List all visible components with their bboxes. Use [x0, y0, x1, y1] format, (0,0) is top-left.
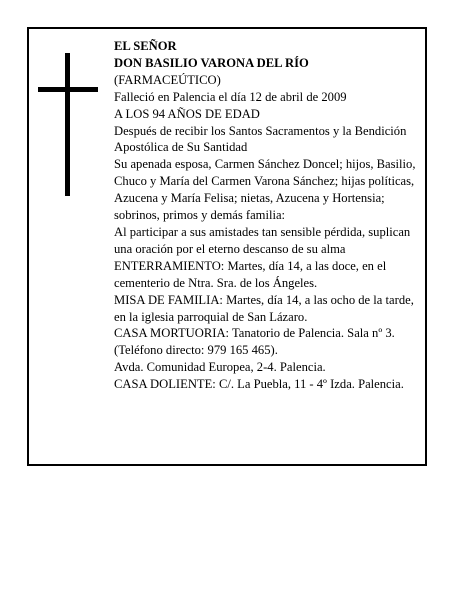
- cross-icon: [38, 53, 98, 196]
- family-paragraph: Su apenada esposa, Carmen Sánchez Doncel; hijos, Basilio, Chuco y María del Carmen Varona Sánchez; hijas políticas, Azucena y María Felisa; nietas, Azucena y Hortensia; sobrinos, primos y demás familia:: [114, 157, 416, 223]
- funeral-home-address: Avda. Comunidad Europea, 2-4. Palencia.: [114, 360, 326, 375]
- prayer-request-paragraph: Al participar a sus amistades tan sensible pérdida, suplican una oración por el eterno descanso de su alma: [114, 224, 411, 256]
- family-mass-paragraph: MISA DE FAMILIA: Martes, día 14, a las ocho de la tarde, en la iglesia parroquial de San Lázaro.: [114, 292, 414, 324]
- cross-horizontal-bar: [38, 87, 98, 92]
- cross-vertical-bar: [65, 53, 70, 196]
- mourning-house-paragraph: CASA DOLIENTE: C/. La Puebla, 11 - 4º Izda. Palencia.: [114, 377, 404, 392]
- notice-heading: EL SEÑOR: [114, 39, 177, 53]
- death-date-place: Falleció en Palencia el día 12 de abril de 2009: [114, 89, 347, 104]
- sacraments-paragraph: Después de recibir los Santos Sacramentos y la Bendición Apostólica de Su Santidad: [114, 123, 407, 155]
- age-at-death: A LOS 94 AÑOS DE EDAD: [114, 106, 260, 121]
- funeral-home-paragraph: CASA MORTUORIA: Tanatorio de Palencia. Sala nº 3. (Teléfono directo: 979 165 465).: [114, 326, 395, 358]
- notice-text: [114, 38, 422, 393]
- deceased-name: DON BASILIO VARONA DEL RÍO: [114, 55, 309, 70]
- burial-paragraph: ENTERRAMIENTO: Martes, día 14, a las doce, en el cementerio de Ntra. Sra. de los Ángeles.: [114, 258, 387, 290]
- deceased-profession: (FARMACEÚTICO): [114, 72, 221, 87]
